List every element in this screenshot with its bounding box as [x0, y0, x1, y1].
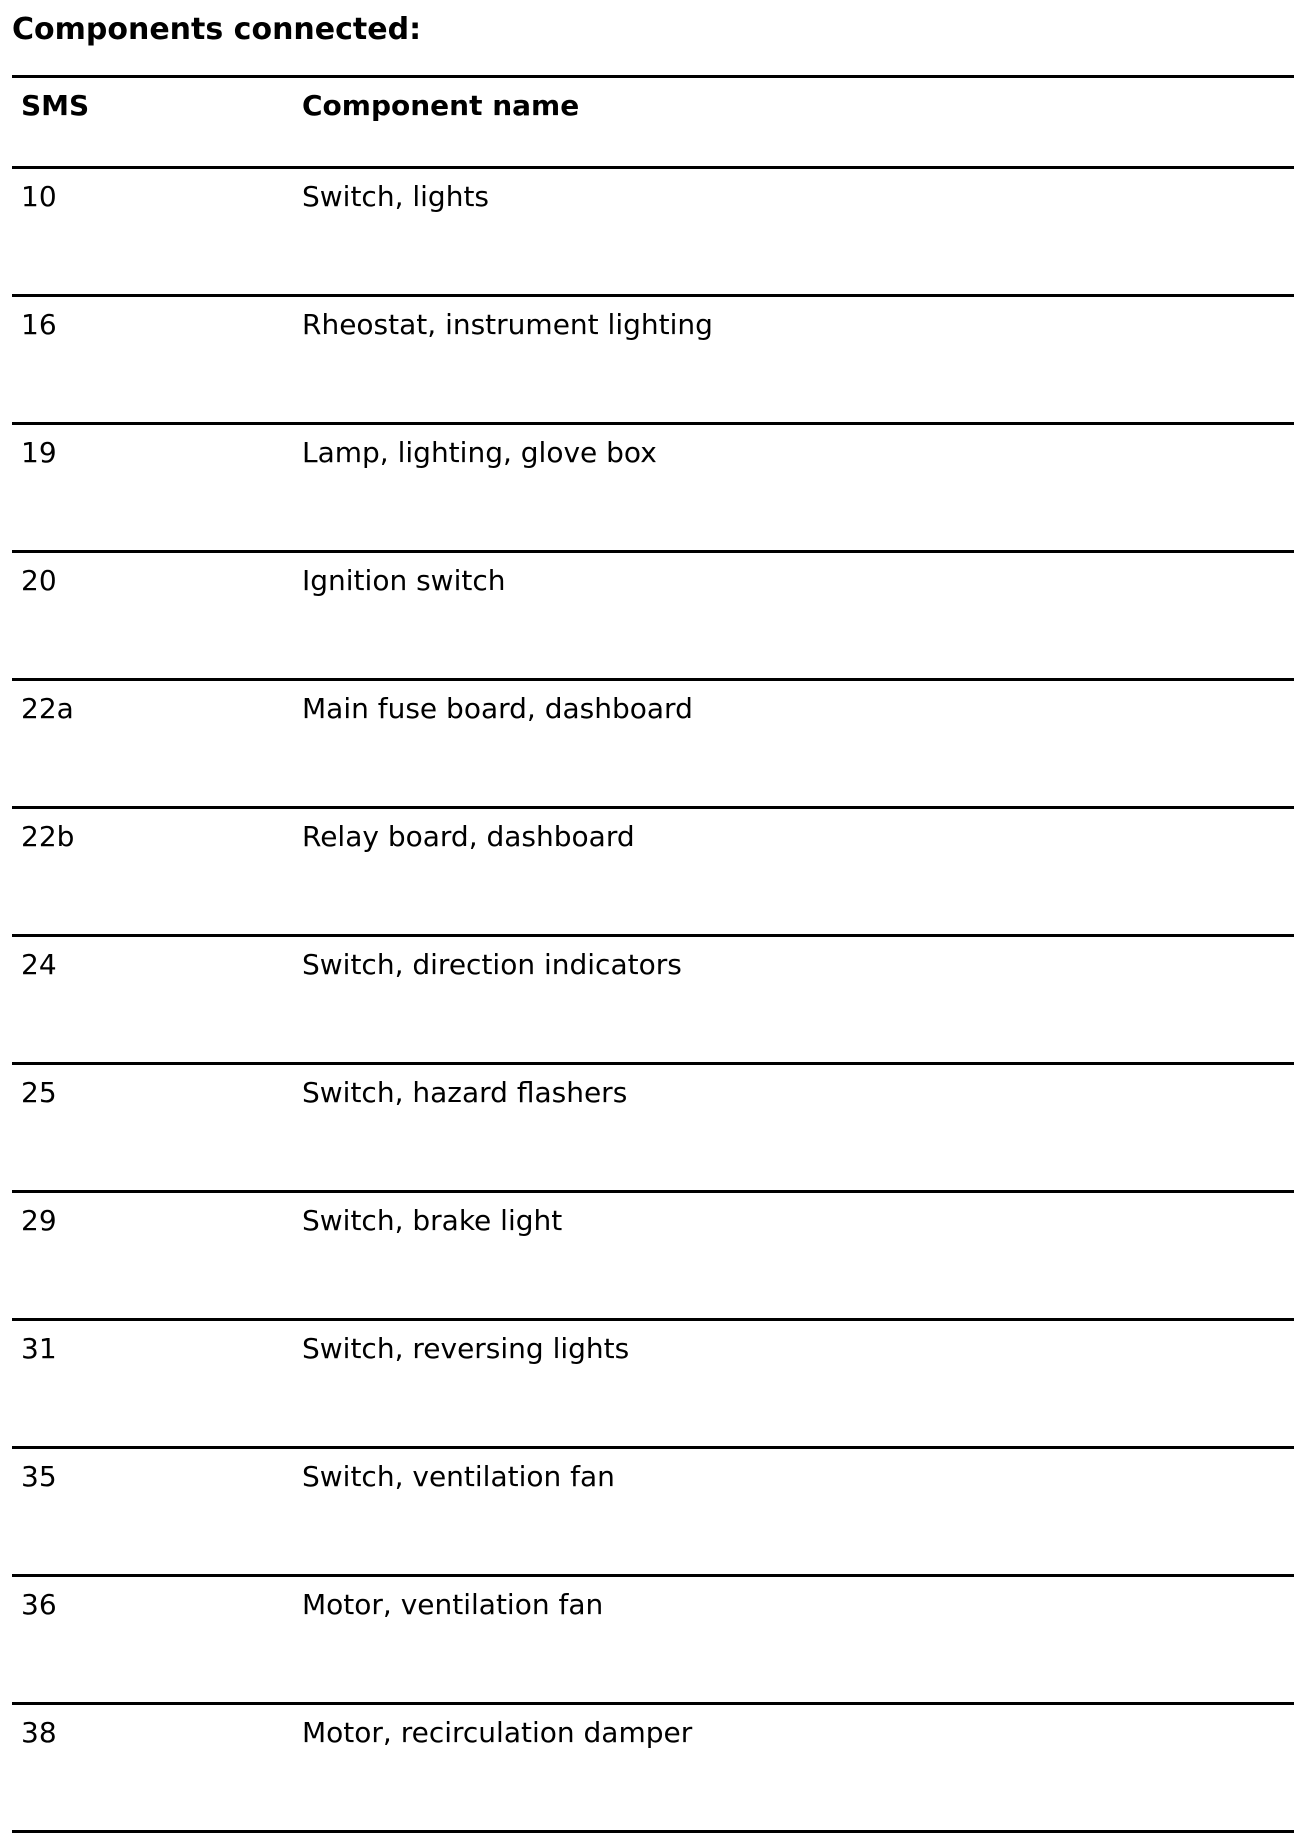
table-row	[12, 297, 1294, 425]
table-row	[12, 809, 1294, 937]
sms-cell: 38	[21, 1716, 57, 1749]
sms-cell: 29	[21, 1204, 57, 1237]
table-row	[12, 937, 1294, 1065]
component-name-cell: Switch, direction indicators	[302, 948, 682, 981]
component-name-cell: Lamp, lighting, glove box	[302, 436, 657, 469]
sms-cell: 20	[21, 564, 57, 597]
component-name-cell: Motor, ventilation fan	[302, 1588, 604, 1621]
component-name-cell: Switch, ventilation fan	[302, 1460, 615, 1493]
component-name-cell: Switch, brake light	[302, 1204, 563, 1237]
sms-cell: 22a	[21, 692, 74, 725]
table-row	[12, 1705, 1294, 1833]
sms-cell: 19	[21, 436, 57, 469]
sms-cell: 16	[21, 308, 57, 341]
table-row	[12, 169, 1294, 297]
sms-cell: 36	[21, 1588, 57, 1621]
sms-cell: 25	[21, 1076, 57, 1109]
component-name-cell: Rheostat, instrument lighting	[302, 308, 713, 341]
components-table	[12, 75, 1294, 1833]
table-row	[12, 553, 1294, 681]
table-row	[12, 1065, 1294, 1193]
table-header-row	[12, 78, 1294, 169]
table-row	[12, 681, 1294, 809]
table-row	[12, 425, 1294, 553]
component-name-cell: Relay board, dashboard	[302, 820, 635, 853]
component-name-cell: Switch, hazard flashers	[302, 1076, 628, 1109]
component-name-cell: Switch, reversing lights	[302, 1332, 630, 1365]
sms-cell: 35	[21, 1460, 57, 1493]
component-name-cell: Motor, recirculation damper	[302, 1716, 693, 1749]
sms-cell: 22b	[21, 820, 75, 853]
component-name-cell: Main fuse board, dashboard	[302, 692, 693, 725]
table-row	[12, 1321, 1294, 1449]
table-row	[12, 1193, 1294, 1321]
header-component-name: Component name	[302, 89, 580, 122]
sms-cell: 24	[21, 948, 57, 981]
header-sms: SMS	[21, 89, 90, 122]
page-title: Components connected:	[12, 12, 422, 47]
component-name-cell: Ignition switch	[302, 564, 506, 597]
table-row	[12, 1449, 1294, 1577]
sms-cell: 31	[21, 1332, 57, 1365]
table-row	[12, 1577, 1294, 1705]
sms-cell: 10	[21, 180, 57, 213]
component-name-cell: Switch, lights	[302, 180, 490, 213]
